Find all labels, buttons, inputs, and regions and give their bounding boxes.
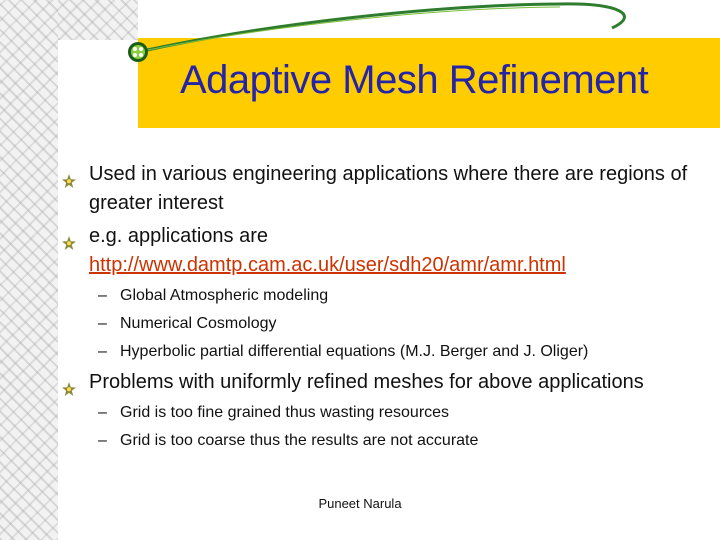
amr-link[interactable]: http://www.damtp.cam.ac.uk/user/sdh20/amr/amr.html [89, 254, 566, 276]
side-texture [0, 0, 58, 540]
sub-bullet-4-text: Grid is too fine grained thus wasting resources [120, 404, 450, 421]
star-bullet-icon [62, 230, 76, 259]
sub-bullet-3-text: Hyperbolic partial differential equations (M.J. Berger and J. Oliger) [120, 343, 589, 360]
dash-marker: – [98, 343, 107, 360]
bullet-1-text: Used in various engineering applications where there are regions of greater interest [89, 163, 688, 214]
dash-marker: – [98, 404, 107, 421]
sub-bullet-5-text: Grid is too coarse thus the results are not accurate [120, 432, 479, 449]
sub-bullet-2 [60, 310, 700, 338]
sub-bullet-1-text: Global Atmospheric modeling [120, 287, 329, 304]
sub-bullet-2-text: Numerical Cosmology [120, 315, 277, 332]
sub-bullet-4 [60, 399, 700, 427]
star-bullet-icon [62, 168, 76, 197]
bullet-2-text: e.g. applications are [89, 225, 269, 247]
bullet-1 [60, 160, 700, 218]
bullet-2 [60, 222, 700, 280]
slide-content [60, 160, 700, 455]
globe-ornament-icon [0, 0, 160, 80]
sub-bullet-5 [60, 427, 700, 455]
sub-bullet-1 [60, 282, 700, 310]
slide-title: Adaptive Mesh Refinement [180, 58, 649, 102]
bullet-3 [60, 368, 700, 397]
bullet-3-text: Problems with uniformly refined meshes for above applications [89, 371, 644, 393]
footer-author: Puneet Narula [318, 496, 402, 511]
dash-marker: – [98, 432, 107, 449]
dash-marker: – [98, 287, 107, 304]
sub-bullet-3 [60, 338, 700, 366]
dash-marker: – [98, 315, 107, 332]
